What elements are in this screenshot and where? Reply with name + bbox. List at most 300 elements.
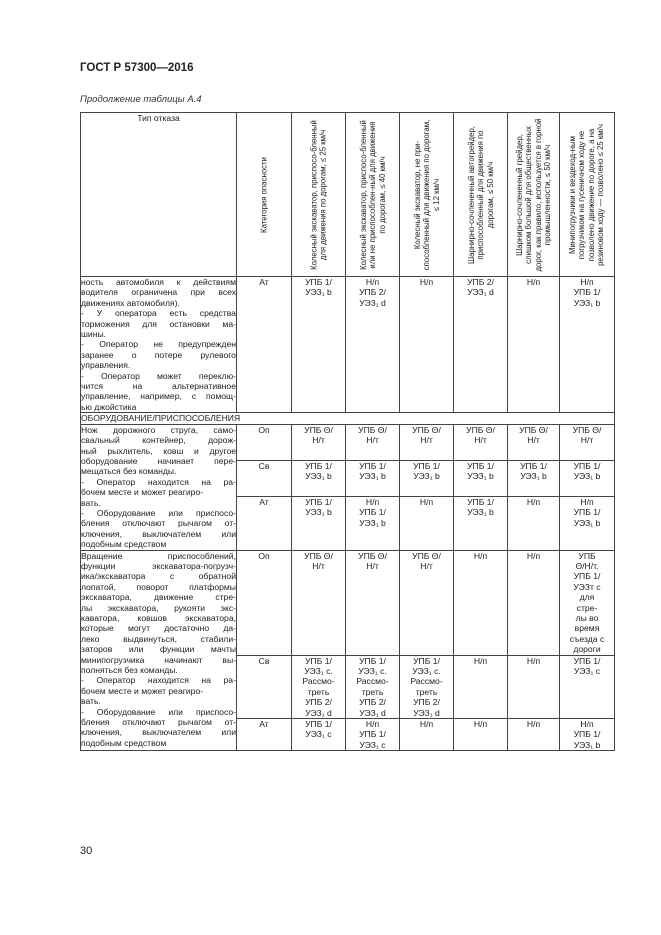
- page-number: 30: [80, 845, 93, 857]
- description-word: рулевого: [200, 349, 236, 360]
- description-line: [81, 727, 236, 737]
- value-line: УПБ 2/: [413, 697, 440, 708]
- description-word: платформы: [189, 581, 236, 592]
- value-line: УЭЗ₁ b: [467, 471, 494, 482]
- value-line: Рассмо-: [356, 676, 389, 687]
- description-word: Нож: [81, 424, 98, 435]
- description-word: поворот: [136, 581, 169, 592]
- value-line: Н/т: [366, 560, 379, 571]
- machine-value-cell: [508, 497, 560, 551]
- description-line: [81, 675, 236, 685]
- description-word: может: [156, 370, 182, 381]
- value-line: Н/т: [474, 435, 487, 446]
- description-line: [81, 665, 236, 675]
- description-word: чится: [81, 381, 104, 392]
- machine-value-cell: [454, 719, 508, 751]
- description-word: отключают: [122, 717, 166, 728]
- value-line: УЭЗ₁ с.: [412, 666, 441, 677]
- description-line: [81, 717, 236, 727]
- description-word: с: [169, 571, 175, 582]
- description-word: могут: [127, 623, 151, 634]
- description-word: -: [81, 706, 84, 717]
- value-line: УЭЗ₁ b: [359, 517, 386, 528]
- description-line: [81, 360, 236, 370]
- description-word: дорожного: [113, 424, 156, 435]
- description-word: ра-: [223, 476, 236, 487]
- description-line: [81, 508, 236, 518]
- table-header-row: [81, 113, 615, 277]
- description-line: [81, 518, 236, 528]
- header-label: Колесный экскаватор, не при-способленный для движения по дорогам, ≤ 12 км/ч: [412, 119, 441, 270]
- description-word: лы: [81, 602, 93, 613]
- value-line: УПБ 1/: [305, 277, 332, 287]
- value-line: УЭЗ₁ b: [520, 471, 547, 482]
- value-line: УЭЗ₁ b: [305, 287, 332, 298]
- value-line: УПБ 1/: [573, 571, 601, 582]
- value-line: Н/п: [365, 719, 380, 730]
- description-word: ность: [81, 277, 104, 287]
- machine-value-cell: [560, 550, 615, 655]
- description-word: обратной: [198, 571, 236, 582]
- machine-value-cell: [292, 497, 346, 551]
- value-line: УПБ Θ/: [412, 550, 441, 561]
- description-word: вать.: [81, 696, 101, 707]
- header-label: Шарнирно-сочлененный грейдер, слишком большой для общественных дорог, как правило, используется в горной промышленности, ≤ 50 км/ч: [514, 117, 552, 272]
- description-word: экскаватора,: [107, 602, 159, 613]
- value-line: УПБ: [578, 550, 596, 561]
- value-line: УПБ 1/: [359, 729, 386, 740]
- description-word: от-: [224, 717, 236, 728]
- description-word: рыхлитель,: [107, 445, 153, 456]
- description-word: другое: [209, 445, 236, 456]
- header-label: Колесный экскаватор, приспосо-бленный или не приспособлен-ный для движения по дорогам, ≤ 40 км/ч: [358, 119, 387, 270]
- description-word: -: [81, 675, 84, 686]
- description-line: [81, 350, 236, 360]
- description-word: Оператор: [100, 370, 140, 381]
- header-label: Шарнирно-сочлененный автогрейдер, приспособленный для движения по дорогам, ≤ 50 км/ч: [466, 125, 495, 264]
- hazard-category-cell: Ат: [237, 497, 292, 551]
- description-line: [81, 371, 236, 381]
- value-line: УЭЗ₁ b: [573, 517, 601, 528]
- description-word: на: [201, 476, 211, 487]
- table-row: [81, 424, 615, 460]
- section-heading: ОБОРУДОВАНИЕ/ПРИСПОСОБЛЕНИЯ: [81, 413, 615, 424]
- value-line: дороги: [573, 644, 601, 655]
- value-line: УПБ Θ/: [304, 550, 333, 561]
- description-word: Оператор: [96, 675, 136, 686]
- description-line: [81, 298, 236, 308]
- value-line: УПБ 1/: [359, 460, 386, 471]
- hazard-category-cell: Ат: [237, 719, 292, 751]
- description-word: минипогрузчика: [81, 654, 145, 665]
- description-word: ковш: [163, 445, 184, 456]
- machine-value-cell: [454, 655, 508, 718]
- value-line: УПБ 1/: [573, 287, 601, 298]
- description-line: [81, 435, 236, 445]
- value-line: УПБ 1/: [413, 460, 440, 471]
- description-word: на: [132, 381, 143, 392]
- description-word: стре-: [215, 592, 236, 603]
- description-line: [81, 529, 236, 539]
- value-line: УПБ Θ/: [358, 550, 387, 561]
- description-word: начинает: [157, 455, 195, 466]
- value-line: Н/п: [473, 550, 488, 561]
- description-word: или: [221, 727, 236, 738]
- machine-value-cell: [560, 277, 615, 413]
- description-word: заранее: [81, 349, 114, 360]
- value-line: лы во: [575, 613, 599, 623]
- description-line: [81, 477, 236, 487]
- description-line: [81, 551, 236, 561]
- description-word: -: [81, 507, 84, 518]
- description-word: находится: [147, 476, 189, 487]
- value-line: УЭЗ₁ b: [305, 471, 332, 482]
- description-word: от-: [224, 518, 236, 529]
- description-line: [81, 287, 236, 297]
- description-word: да-: [223, 623, 236, 634]
- description-word: приспособлений,: [167, 550, 236, 561]
- description-word: есть: [169, 308, 187, 319]
- hazard-category-cell: Оп: [237, 424, 292, 460]
- description-word: Оператор: [99, 339, 139, 350]
- description-word: помощ-: [205, 391, 236, 402]
- value-line: стре-: [576, 602, 598, 613]
- description-word: шины.: [81, 329, 107, 340]
- machine-value-cell: [400, 460, 454, 496]
- description-line: [81, 655, 236, 665]
- description-word: альтернативное: [172, 381, 236, 392]
- value-line: Рассмо-: [302, 676, 335, 687]
- column-header-articulated-grader-mining: [508, 113, 560, 277]
- value-line: УПБ 1/: [467, 497, 494, 508]
- machine-value-cell: [454, 497, 508, 551]
- description-word: ика/экскаватора: [81, 571, 146, 582]
- hazard-category-cell: Оп: [237, 550, 292, 655]
- machine-value-cell: [400, 719, 454, 751]
- machine-value-cell: [400, 424, 454, 460]
- machine-value-cell: [346, 460, 400, 496]
- value-line: УПБ Θ/: [519, 424, 548, 435]
- description-word: отключают: [122, 518, 166, 529]
- description-word: на: [201, 675, 211, 686]
- failure-description: [81, 424, 237, 550]
- description-word: для: [142, 318, 157, 329]
- description-word: пере-: [214, 455, 236, 466]
- value-line: УЭЗ₁ d: [305, 707, 332, 718]
- value-line: треть: [307, 686, 330, 697]
- value-line: УЭЗ₁ b: [467, 507, 494, 518]
- section-row: [81, 413, 615, 424]
- value-line: УЭЗ₁ d: [359, 707, 386, 718]
- value-line: УЭЗ₁ с.: [304, 666, 333, 677]
- value-line: УПБ 2/: [467, 277, 494, 287]
- value-line: Рассмо-: [410, 676, 443, 687]
- value-line: съезда с: [569, 633, 605, 644]
- description-word: и: [194, 445, 199, 456]
- description-word: движение: [154, 592, 194, 603]
- description-word: оператора: [114, 308, 157, 319]
- value-line: УПБ 1/: [573, 507, 601, 518]
- value-line: Θ/Н/т.: [575, 560, 599, 571]
- description-word: мещаться без команды.: [81, 466, 177, 477]
- description-word: экскаватора,: [185, 613, 236, 623]
- description-line: [81, 634, 236, 644]
- description-line: [81, 308, 236, 318]
- value-line: Н/т: [420, 435, 433, 446]
- description-word: стабили-: [200, 633, 236, 644]
- value-line: Н/п: [526, 655, 541, 666]
- machine-value-cell: [292, 719, 346, 751]
- machine-value-cell: [346, 497, 400, 551]
- machine-value-cell: [346, 277, 400, 413]
- machine-value-cell: [292, 424, 346, 460]
- description-word: мачты: [210, 644, 236, 655]
- hazard-category-cell: Св: [237, 460, 292, 496]
- description-word: само-: [213, 424, 236, 435]
- value-line: УЭЗ₁ b: [305, 507, 332, 518]
- machine-value-cell: [560, 497, 615, 551]
- description-word: экскаватора,: [81, 592, 132, 603]
- description-word: вать.: [81, 497, 101, 508]
- description-word: средства: [199, 308, 236, 319]
- column-header-wheeled-excavator-25: [292, 113, 346, 277]
- description-word: которые: [81, 623, 114, 634]
- description-word: с: [191, 391, 197, 402]
- description-word: ковшов: [137, 613, 167, 623]
- description-line: [81, 707, 236, 717]
- description-word: функции: [81, 560, 116, 571]
- value-line: Н/п: [365, 497, 380, 508]
- value-line: УПБ 1/: [520, 460, 547, 471]
- machine-value-cell: [400, 277, 454, 413]
- table-caption: Продолжение таблицы А.4: [80, 94, 202, 105]
- description-word: находится: [147, 675, 189, 686]
- description-word: остановки: [169, 318, 210, 329]
- description-word: или: [221, 528, 236, 539]
- value-line: УПБ 1/: [305, 655, 332, 666]
- machine-value-cell: [454, 424, 508, 460]
- description-line: [81, 277, 236, 287]
- description-word: ный: [81, 445, 97, 456]
- description-line: [81, 381, 236, 391]
- description-word: экс-: [220, 602, 236, 613]
- value-line: УПБ 2/: [359, 287, 386, 298]
- machine-value-cell: [292, 277, 346, 413]
- description-word: ью джойстика: [81, 401, 137, 412]
- description-line: [81, 456, 236, 466]
- value-line: УПБ 2/: [305, 697, 332, 708]
- failure-description: [81, 277, 237, 413]
- description-word: -: [81, 370, 84, 381]
- machine-value-cell: [560, 655, 615, 718]
- column-header-wheeled-excavator-40: [346, 113, 400, 277]
- description-line: [81, 623, 236, 633]
- table-row: [81, 550, 615, 655]
- value-line: УЭЗ₁ b: [573, 471, 601, 482]
- machine-value-cell: [508, 550, 560, 655]
- description-word: леко: [81, 633, 100, 644]
- value-line: УЭЗ₁ с: [305, 729, 332, 740]
- column-header-failure-type: Тип отказа: [81, 113, 237, 277]
- header-label: Минипогрузчики и вездеход-ным погрузчиком на гусеничном ходу не позволено движение по дороге, а на резиновом ходу — позволено ≤ 25 км/ч: [568, 123, 606, 266]
- value-line: УПБ 1/: [413, 655, 440, 666]
- value-line: УПБ Θ/: [412, 424, 441, 435]
- hazard-table: [80, 112, 615, 751]
- value-line: УПБ 1/: [573, 460, 601, 471]
- document-id: ГОСТ Р 57300—2016: [80, 62, 194, 74]
- column-header-wheeled-excavator-12: [400, 113, 454, 277]
- description-word: бления: [81, 717, 110, 728]
- value-line: УПБ Θ/: [466, 424, 495, 435]
- description-word: к: [176, 277, 181, 287]
- description-word: подобным средством: [81, 539, 167, 550]
- machine-value-cell: [454, 550, 508, 655]
- description-line: [81, 391, 236, 401]
- description-line: [81, 329, 236, 339]
- value-line: УЭЗ₁ b: [413, 471, 440, 482]
- description-word: Вращение: [81, 550, 123, 561]
- value-line: УЭЗ₁ b: [573, 739, 601, 750]
- description-word: ма-: [222, 318, 236, 329]
- description-word: экскаватора-погрузч-: [152, 560, 236, 571]
- value-line: Н/п: [473, 719, 488, 730]
- description-line: [81, 319, 236, 329]
- description-line: [81, 561, 236, 571]
- value-line: Н/п: [526, 550, 541, 561]
- description-word: вы-: [222, 654, 236, 665]
- machine-value-cell: [400, 497, 454, 551]
- description-word: контейнер,: [142, 435, 186, 446]
- value-line: УПБ Θ/: [304, 424, 333, 435]
- description-word: полняться без команды.: [81, 665, 178, 676]
- machine-value-cell: [508, 655, 560, 718]
- description-word: действиям: [193, 277, 236, 287]
- value-line: Н/т: [580, 435, 594, 446]
- value-line: УПБ Θ/: [572, 424, 602, 435]
- description-word: лопатой,: [81, 581, 116, 592]
- value-line: Н/п: [419, 277, 434, 287]
- machine-value-cell: [508, 277, 560, 413]
- description-word: или: [168, 706, 183, 717]
- description-word: предупрежден: [178, 339, 236, 350]
- description-word: бления: [81, 518, 110, 529]
- description-line: [81, 644, 236, 654]
- value-line: УПБ 1/: [359, 655, 386, 666]
- description-line: [81, 487, 236, 497]
- machine-value-cell: [292, 550, 346, 655]
- description-line: [81, 696, 236, 706]
- value-line: Н/т: [366, 435, 379, 446]
- description-word: рычагом: [178, 717, 212, 728]
- description-word: автомобиля: [116, 277, 164, 287]
- description-word: не: [153, 339, 163, 350]
- value-line: Н/п: [526, 497, 541, 508]
- description-line: [81, 582, 236, 592]
- machine-value-cell: [454, 277, 508, 413]
- description-line: [81, 402, 236, 412]
- description-word: каватора,: [81, 613, 120, 623]
- machine-value-cell: [560, 719, 615, 751]
- machine-value-cell: [346, 550, 400, 655]
- description-word: выключателем: [142, 727, 202, 738]
- description-line: [81, 686, 236, 696]
- value-line: УПБ 1/: [467, 460, 494, 471]
- column-header-articulated-grader-road: [454, 113, 508, 277]
- description-line: [81, 539, 236, 549]
- value-line: УЭЗ₁ b: [573, 297, 601, 308]
- value-line: УЭЗ₁ d: [467, 287, 494, 298]
- description-word: переклю-: [198, 370, 236, 381]
- description-line: [81, 571, 236, 581]
- value-line: УЭЗ₁ с: [573, 666, 601, 677]
- value-line: УЭЗт с: [573, 581, 601, 592]
- description-word: торможения: [81, 318, 130, 329]
- description-word: потере: [154, 349, 183, 360]
- machine-value-cell: [560, 460, 615, 496]
- description-line: [81, 613, 236, 623]
- description-word: бочем месте и может реагиро-: [81, 487, 204, 498]
- header-label: Колесный экскаватор, приспосо-бленный для движения по дорогам, ≤ 25 км/ч: [309, 119, 328, 270]
- description-word: например,: [140, 391, 182, 402]
- value-line: Н/п: [419, 497, 434, 508]
- value-line: УПБ Θ/: [358, 424, 387, 435]
- description-word: выключателем: [142, 528, 202, 539]
- machine-value-cell: [508, 424, 560, 460]
- description-word: рукояти: [174, 602, 206, 613]
- value-line: Н/п: [580, 719, 594, 730]
- description-word: о: [131, 349, 137, 360]
- column-header-mini-loaders: [560, 113, 615, 277]
- value-line: УЭЗ₁ с.: [358, 666, 387, 677]
- value-line: время: [574, 623, 600, 634]
- machine-value-cell: [560, 424, 615, 460]
- description-line: [81, 446, 236, 456]
- value-line: УПБ 1/: [573, 729, 601, 740]
- machine-value-cell: [346, 655, 400, 718]
- description-word: приспосо-: [196, 507, 236, 518]
- description-word: начинают: [164, 654, 203, 665]
- description-line: [81, 339, 236, 349]
- hazard-category-cell: Св: [237, 655, 292, 718]
- value-line: УЭЗ₁ b: [359, 471, 386, 482]
- value-line: треть: [361, 686, 384, 697]
- header-label: Категория опасности: [259, 156, 269, 233]
- table-row: [81, 277, 615, 413]
- value-line: УПБ 1/: [305, 497, 332, 508]
- description-word: -: [81, 308, 84, 319]
- description-word: струга,: [170, 424, 198, 435]
- description-word: ра-: [223, 675, 236, 686]
- value-line: Н/т: [312, 435, 325, 446]
- value-line: Н/п: [580, 277, 594, 287]
- description-word: ограничена: [131, 287, 178, 298]
- description-word: или: [128, 644, 144, 655]
- description-word: при: [190, 287, 205, 298]
- value-line: Н/т: [312, 560, 325, 571]
- value-line: Н/п: [526, 719, 541, 730]
- failure-description: [81, 550, 237, 751]
- value-line: треть: [415, 686, 438, 697]
- description-word: заторов: [81, 644, 113, 655]
- description-word: подобным средством: [81, 737, 167, 748]
- hazard-category-cell: Ат: [237, 277, 292, 413]
- description-word: бочем месте и может реагиро-: [81, 685, 204, 696]
- machine-value-cell: [292, 460, 346, 496]
- value-line: Н/т: [527, 435, 540, 446]
- description-word: Оператор: [96, 476, 136, 487]
- value-line: Н/т: [420, 560, 433, 571]
- description-word: дорож-: [208, 435, 236, 446]
